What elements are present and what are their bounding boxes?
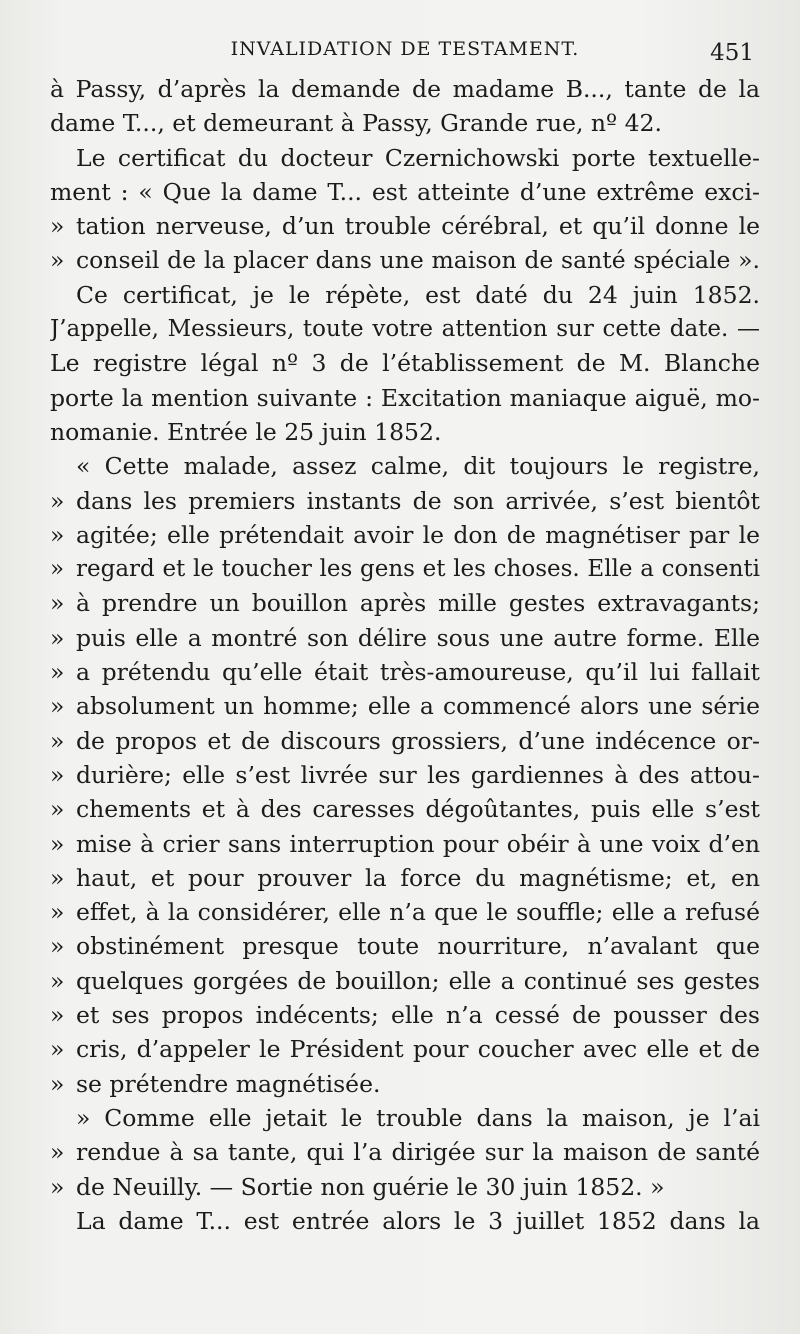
text-line	[50, 827, 760, 861]
line-text: agitée; elle prétendait avoir le don de magnétiser par le	[76, 520, 760, 549]
line-text: à Passy, d’après la demande de madame B..., tante de la	[50, 75, 760, 103]
line-text: absolument un homme; elle a commencé alors une série	[76, 692, 760, 721]
quote-mark: »	[50, 486, 65, 515]
text-line	[50, 792, 760, 826]
line-text: dans les premiers instants de son arrivée, s’est bientôt	[76, 486, 760, 515]
quote-mark: »	[50, 966, 65, 995]
text-line	[50, 724, 760, 758]
line-text: quelques gorgées de bouillon; elle a continué ses gestes	[76, 966, 760, 995]
quote-mark: »	[50, 863, 65, 892]
text-line	[50, 72, 760, 106]
quote-mark: »	[50, 1069, 65, 1098]
page-number: 451	[710, 40, 754, 66]
running-title: INVALIDATION DE TESTAMENT.	[230, 38, 580, 60]
text-line	[50, 964, 760, 998]
text-line	[50, 1204, 760, 1238]
line-text: haut, et pour prouver la force du magnétisme; et, en	[76, 863, 760, 892]
text-line	[50, 689, 760, 723]
quote-mark: »	[50, 520, 65, 549]
text-line	[50, 895, 760, 929]
page-header	[50, 34, 760, 70]
line-text: La dame T... est entrée alors le 3 juillet 1852 dans la	[76, 1206, 760, 1235]
line-text: J’appelle, Messieurs, toute votre attention sur cette date. —	[50, 316, 760, 343]
text-line	[50, 243, 760, 277]
line-text: chements et à des caresses dégoûtantes, puis elle s’est	[76, 795, 760, 824]
text-line	[50, 278, 760, 312]
line-text: rendue à sa tante, qui l’a dirigée sur la maison de santé	[76, 1138, 760, 1167]
text-line	[50, 175, 760, 209]
text-line	[50, 998, 760, 1032]
quote-mark: »	[50, 556, 65, 583]
text-line	[50, 586, 760, 620]
quote-mark: »	[50, 623, 65, 652]
line-text: effet, à la considérer, elle n’a que le souffle; elle a refusé	[76, 898, 760, 927]
quote-mark: »	[50, 829, 65, 858]
line-text: et ses propos indécents; elle n’a cessé de pousser des	[76, 1001, 760, 1030]
quote-mark: »	[50, 760, 65, 789]
text-line	[50, 484, 760, 518]
text-line	[50, 861, 760, 895]
text-line	[50, 1067, 760, 1101]
line-text: durière; elle s’est livrée sur les gardiennes à des attou-	[76, 760, 760, 789]
body-text	[50, 72, 760, 1238]
line-text: a prétendu qu’elle était très-amoureuse, qu’il lui fallait	[76, 658, 760, 687]
quote-mark: »	[50, 1035, 65, 1064]
quote-mark: »	[50, 1138, 65, 1167]
quote-mark: »	[50, 726, 65, 755]
line-text: nomanie. Entrée le 25 juin 1852.	[50, 417, 442, 446]
quote-mark: »	[50, 795, 65, 824]
line-text: Le registre légal nº 3 de l’établissement de M. Blanche	[50, 349, 760, 378]
quote-mark: »	[50, 212, 65, 241]
line-text: mise à crier sans interruption pour obéir à une voix d’en	[76, 829, 760, 858]
text-line	[50, 1101, 760, 1135]
line-text: regard et le toucher les gens et les choses. Elle a consenti	[76, 556, 760, 583]
line-text: Le certificat du docteur Czernichowski porte textuelle-	[76, 143, 760, 172]
line-text: de propos et de discours grossiers, d’une indécence or-	[76, 726, 760, 755]
line-text: se prétendre magnétisée.	[76, 1069, 381, 1098]
line-text: à prendre un bouillon après mille gestes extravagants;	[76, 589, 760, 618]
line-text: Ce certificat, je le répète, est daté du 24 juin 1852.	[76, 280, 760, 309]
line-text: de Neuilly. — Sortie non guérie le 30 juin 1852. »	[76, 1172, 665, 1201]
line-text: tation nerveuse, d’un trouble cérébral, et qu’il donne le	[76, 212, 760, 241]
text-line	[50, 141, 760, 175]
quote-mark: »	[50, 1172, 65, 1201]
text-line	[50, 346, 760, 380]
text-line	[50, 381, 760, 415]
quote-mark: »	[50, 898, 65, 927]
text-line	[50, 1032, 760, 1066]
quote-mark: »	[50, 1001, 65, 1030]
line-text: ment : « Que la dame T... est atteinte d’une extrême exci-	[50, 177, 760, 206]
text-line	[50, 449, 760, 483]
text-line	[50, 106, 760, 140]
text-line	[50, 1135, 760, 1169]
line-text: obstinément presque toute nourriture, n’avalant que	[76, 932, 760, 961]
line-text: « Cette malade, assez calme, dit toujours le registre,	[76, 452, 760, 481]
line-text: cris, d’appeler le Président pour coucher avec elle et de	[76, 1035, 760, 1064]
text-line	[50, 929, 760, 963]
quote-mark: »	[50, 692, 65, 721]
line-text: conseil de la placer dans une maison de santé spéciale ».	[76, 246, 760, 275]
quote-mark: »	[50, 658, 65, 687]
line-text: porte la mention suivante : Excitation maniaque aiguë, mo-	[50, 383, 760, 412]
text-line	[50, 655, 760, 689]
text-line	[50, 209, 760, 243]
text-line	[50, 518, 760, 552]
text-line	[50, 621, 760, 655]
text-line	[50, 312, 760, 346]
text-line	[50, 552, 760, 586]
quote-mark: »	[50, 932, 65, 961]
quote-mark: »	[50, 246, 65, 275]
line-text: puis elle a montré son délire sous une autre forme. Elle	[76, 623, 760, 652]
quote-mark: »	[50, 589, 65, 618]
text-line	[50, 758, 760, 792]
line-text: dame T..., et demeurant à Passy, Grande rue, nº 42.	[50, 109, 662, 138]
line-text: » Comme elle jetait le trouble dans la maison, je l’ai	[76, 1103, 760, 1132]
text-line	[50, 415, 760, 449]
text-line	[50, 1170, 760, 1204]
